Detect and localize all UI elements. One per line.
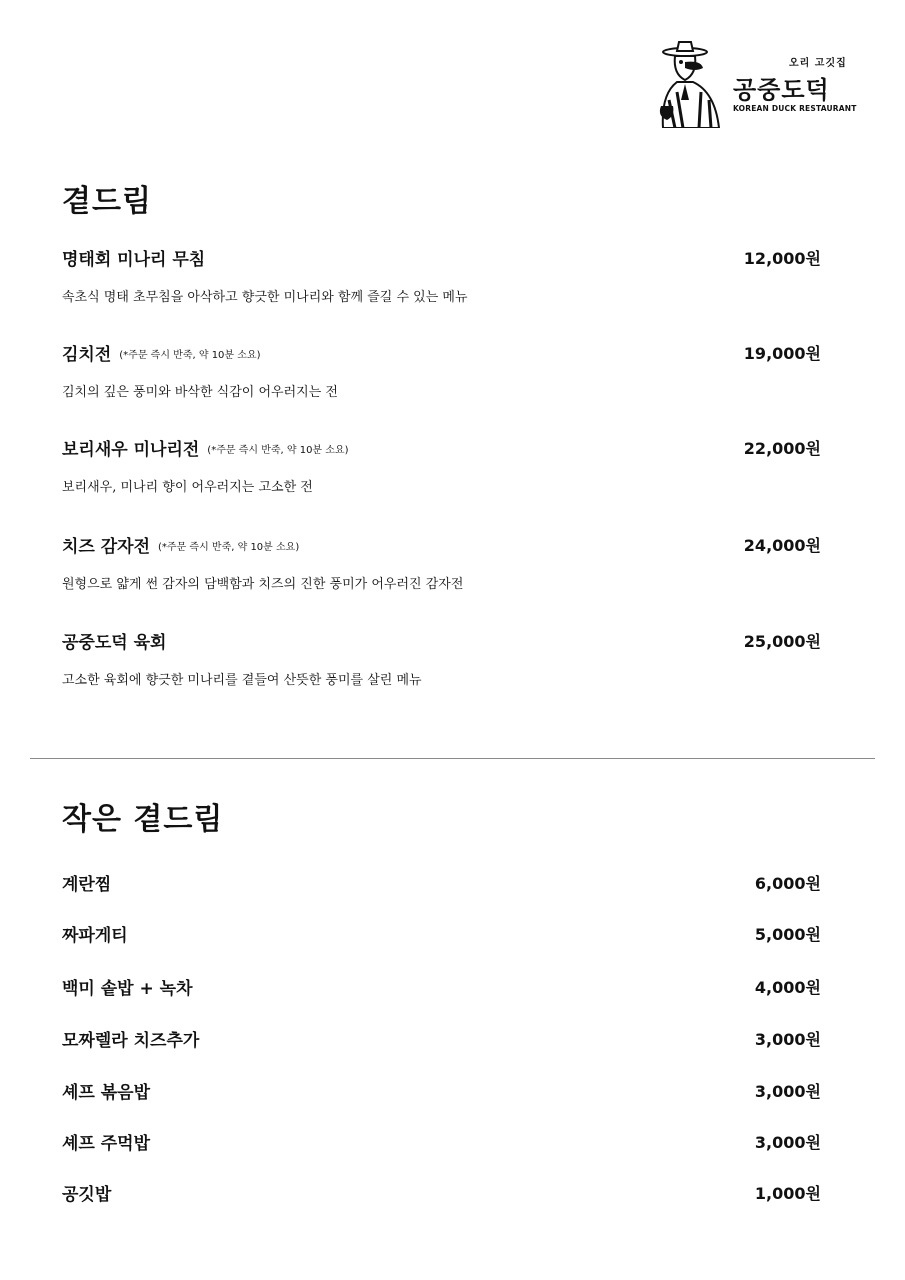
- menu-item-description: 원형으로 얇게 썬 감자의 담백함과 치즈의 진한 풍미가 어우러진 감자전: [62, 577, 464, 592]
- menu-item-price: 19,000원: [743, 344, 821, 363]
- menu-item-name: [62, 628, 166, 653]
- menu-item-note: (*주문 즉시 반죽, 약 10분 소요): [158, 542, 300, 553]
- brand-subtitle: 오리 고깃집: [789, 58, 847, 69]
- menu-item-price: 3,000원: [754, 1082, 821, 1101]
- menu-item-label: 공중도덕 육회: [62, 633, 167, 653]
- menu-item-description: 김치의 깊은 풍미와 바삭한 식감이 어우러지는 전: [62, 385, 338, 400]
- menu-item-label: 보리새우 미나리전: [62, 440, 200, 460]
- menu-item-price: 4,000원: [754, 978, 821, 997]
- menu-item-name: 셰프 볶음밥: [62, 1083, 151, 1103]
- menu-item-name: [62, 532, 299, 557]
- menu-item-price: 25,000원: [743, 632, 821, 651]
- menu-item-label: 김치전: [62, 345, 112, 365]
- menu-item-note: (*주문 즉시 반죽, 약 10분 소요): [119, 350, 261, 361]
- section-title-sides: 곁드림: [62, 184, 152, 219]
- section-divider: [30, 758, 875, 759]
- menu-item-price: 1,000원: [754, 1184, 821, 1203]
- menu-item-name: [62, 435, 349, 460]
- brand-name: 공중도덕: [733, 76, 830, 104]
- menu-item-label: 명태회 미나리 무침: [62, 250, 206, 270]
- menu-item-name: [62, 340, 260, 365]
- section-title-small-sides: 작은 곁드림: [62, 802, 224, 837]
- menu-item-description: 속초식 명태 초무침을 아삭하고 향긋한 미나리와 함께 즐길 수 있는 메뉴: [62, 290, 468, 305]
- menu-item-description: 고소한 육회에 향긋한 미나리를 곁들여 산뜻한 풍미를 살린 메뉴: [62, 673, 422, 688]
- duck-man-illustration-icon: [655, 40, 727, 128]
- menu-item-note: (*주문 즉시 반죽, 약 10분 소요): [207, 445, 349, 456]
- menu-item-price: 5,000원: [754, 925, 821, 944]
- menu-item-name: 백미 솥밥 + 녹차: [62, 979, 193, 999]
- menu-item-name: 모짜렐라 치즈추가: [62, 1031, 200, 1051]
- brand-english-name: KOREAN DUCK RESTAURANT: [733, 104, 857, 113]
- menu-item-name: 계란찜: [62, 875, 112, 895]
- menu-item-price: 3,000원: [754, 1030, 821, 1049]
- menu-item-price: 6,000원: [754, 874, 821, 893]
- menu-item-name: 셰프 주먹밥: [62, 1134, 151, 1154]
- menu-item-name: 공깃밥: [62, 1185, 112, 1205]
- menu-item-price: 12,000원: [743, 249, 821, 268]
- menu-item-name: 짜파게티: [62, 926, 128, 946]
- restaurant-logo: [655, 40, 855, 130]
- menu-item-price: 24,000원: [743, 536, 821, 555]
- menu-item-label: 치즈 감자전: [62, 537, 151, 557]
- menu-item-price: 3,000원: [754, 1133, 821, 1152]
- menu-item-price: 22,000원: [743, 439, 821, 458]
- menu-item-description: 보리새우, 미나리 향이 어우러지는 고소한 전: [62, 480, 313, 495]
- menu-item-name: [62, 245, 205, 270]
